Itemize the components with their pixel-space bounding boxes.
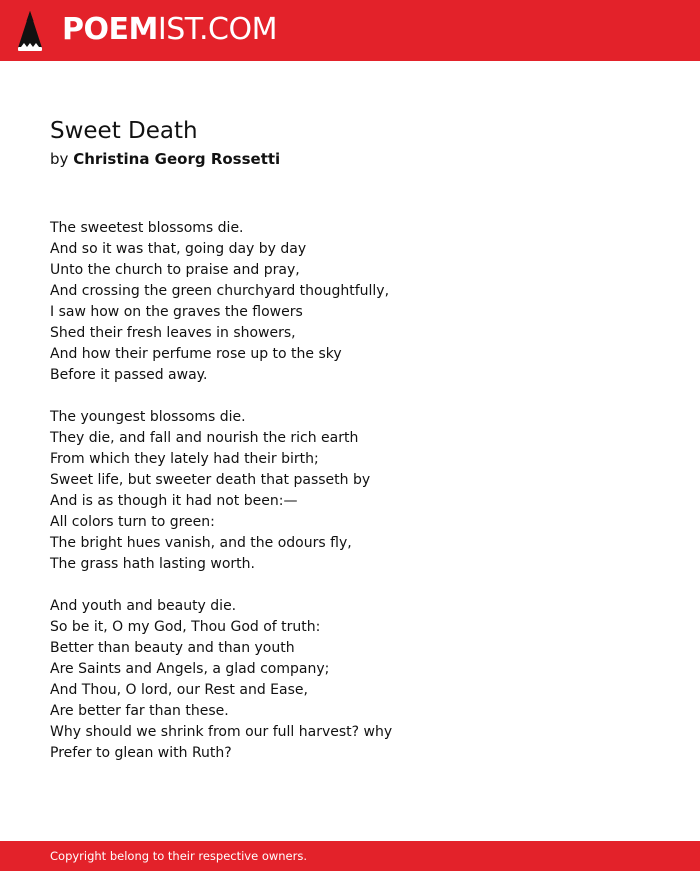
poem-line: From which they lately had their birth;: [50, 451, 319, 467]
poem-line: And is as though it had not been:—: [50, 493, 298, 509]
poem-line: Are better far than these.: [50, 703, 229, 719]
poem-title: Sweet Death: [50, 118, 198, 144]
poem-line: Unto the church to praise and pray,: [50, 262, 300, 278]
pencil-tip-icon[interactable]: [17, 10, 43, 52]
poem-line: And youth and beauty die.: [50, 598, 237, 614]
poem-line: The youngest blossoms die.: [50, 409, 246, 425]
site-header: [0, 0, 700, 61]
site-logo[interactable]: [62, 12, 277, 48]
copyright-notice: Copyright belong to their respective owners.: [50, 849, 308, 863]
poem-line: I saw how on the graves the flowers: [50, 304, 303, 320]
site-footer: [0, 841, 700, 871]
stanza: [50, 218, 650, 386]
logo-light-text: IST.COM: [157, 12, 277, 47]
poem-line: Prefer to glean with Ruth?: [50, 745, 232, 761]
stanza: [50, 596, 650, 764]
poem-line: And crossing the green churchyard thoughtfully,: [50, 283, 390, 299]
poem-line: And how their perfume rose up to the sky: [50, 346, 342, 362]
poem-line: Shed their fresh leaves in showers,: [50, 325, 296, 341]
poem-body: [50, 218, 650, 785]
poem-line: The grass hath lasting worth.: [50, 556, 255, 572]
poem-byline: [50, 148, 280, 170]
poem-line: Better than beauty and than youth: [50, 640, 295, 656]
logo-bold-text: POEM: [62, 12, 158, 47]
poem-line: And Thou, O lord, our Rest and Ease,: [50, 682, 308, 698]
poem-line: Why should we shrink from our full harvest? why: [50, 724, 393, 740]
author-name: Christina Georg Rossetti: [73, 150, 281, 168]
poem-line: Are Saints and Angels, a glad company;: [50, 661, 330, 677]
poem-line: They die, and fall and nourish the rich earth: [50, 430, 359, 446]
poem-line: The bright hues vanish, and the odours fly,: [50, 535, 352, 551]
poem-line: All colors turn to green:: [50, 514, 215, 530]
poem-line: The sweetest blossoms die.: [50, 220, 244, 236]
by-label: by: [50, 150, 69, 168]
poem-line: And so it was that, going day by day: [50, 241, 307, 257]
poem-line: Before it passed away.: [50, 367, 208, 383]
poem-line: Sweet life, but sweeter death that passeth by: [50, 472, 371, 488]
stanza: [50, 407, 650, 575]
poem-line: So be it, O my God, Thou God of truth:: [50, 619, 321, 635]
